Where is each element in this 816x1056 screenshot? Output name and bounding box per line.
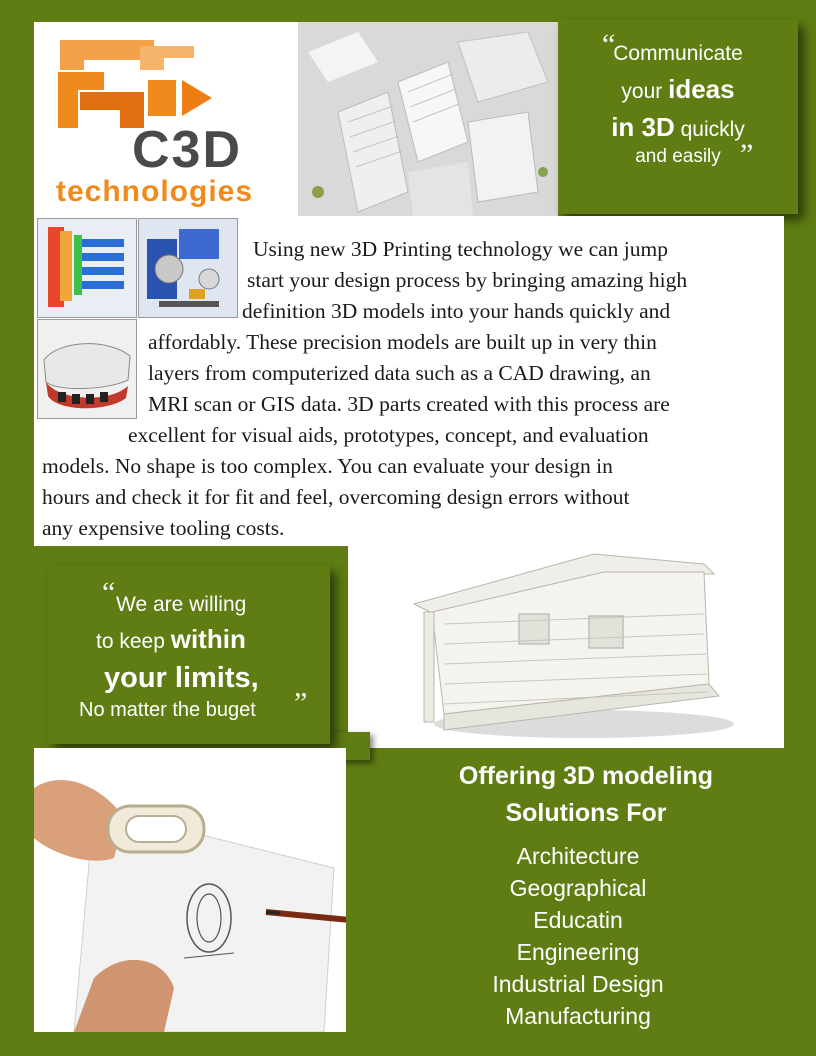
intro-text-line2: start your design process by bringing amazing high [247, 268, 688, 292]
quote-mid-line4: No matter the buget [79, 699, 256, 721]
mechanical-assembly-illustration [139, 219, 237, 317]
thumbnail-heatmap-part [37, 218, 137, 318]
intro-text-line4: affordably. These precision models are built up in very thin [148, 330, 657, 354]
hand-sketch-illustration [34, 748, 346, 1032]
quote-top-line3 [558, 112, 798, 143]
quote-top-line2 [558, 74, 798, 105]
quote-mid-line2-a: to keep [96, 630, 171, 653]
quote-mid-line1: We are willing [116, 593, 247, 616]
mid-close-quote-mark: „ [294, 670, 308, 703]
quote-top-emphasis-3d: in 3D [611, 112, 675, 142]
company-logo [44, 30, 296, 208]
quote-mid-emphasis-within: within [170, 624, 246, 654]
shoe-sole-illustration [38, 320, 136, 418]
offering-item-education: Educatin [533, 907, 623, 933]
offering-item-manufacturing: Manufacturing [505, 1003, 651, 1029]
mid-open-quote-mark: “ [102, 576, 116, 609]
intro-text-line8: models. No shape is too complex. You can evaluate your design in [42, 454, 613, 478]
intro-text-line5: layers from computerized data such as a CAD drawing, an [148, 361, 651, 385]
intro-text-line9: hours and check it for fit and feel, overcoming design errors without [42, 485, 630, 509]
intro-text-line10: any expensive tooling costs. [42, 516, 285, 540]
intro-text-line7: excellent for visual aids, prototypes, concept, and evaluation [128, 423, 649, 447]
offering-item-engineering: Engineering [516, 939, 640, 965]
logo-tagline: technologies [56, 175, 254, 208]
quote-top-line2-a: your [621, 80, 669, 103]
quote-top-line1: Communicate [613, 42, 743, 65]
offering-heading-line1: Offering 3D modeling [458, 762, 714, 790]
offering-item-geographical: Geographical [509, 875, 647, 901]
quote-box-middle [48, 566, 330, 744]
heatmap-part-illustration [38, 219, 136, 317]
sketch-photo-panel [34, 748, 346, 1032]
thumbnail-shoe-sole [37, 319, 137, 419]
offering-heading-line2: Solutions For [505, 799, 667, 827]
quote-top-emphasis-ideas: ideas [668, 74, 735, 104]
house-model-illustration [404, 534, 734, 744]
intro-text-line3: definition 3D models into your hands quickly and [242, 299, 671, 323]
city-model-image [298, 22, 558, 216]
offering-list [380, 840, 776, 1032]
quote-top-line3-b: quickly [674, 118, 745, 141]
quote-mid-line3: your limits, [104, 662, 259, 694]
quote-top-line4: and easily [635, 146, 721, 167]
thumbnail-mechanical-assembly [138, 218, 238, 318]
close-quote-mark: ” [740, 138, 754, 171]
city-model-illustration [298, 22, 558, 216]
intro-text-line1: Using new 3D Printing technology we can jump [253, 237, 669, 261]
quote-mid-line2 [96, 624, 246, 655]
offering-item-architecture: Architecture [516, 843, 640, 869]
house-model-image [404, 534, 734, 744]
open-quote-mark: “ [602, 28, 616, 61]
intro-text-line6: MRI scan or GIS data. 3D parts created with this process are [148, 392, 670, 416]
offering-item-industrial-design: Industrial Design [492, 971, 664, 997]
logo-wordmark: C3D [132, 121, 243, 179]
quote-box-top [558, 20, 798, 214]
